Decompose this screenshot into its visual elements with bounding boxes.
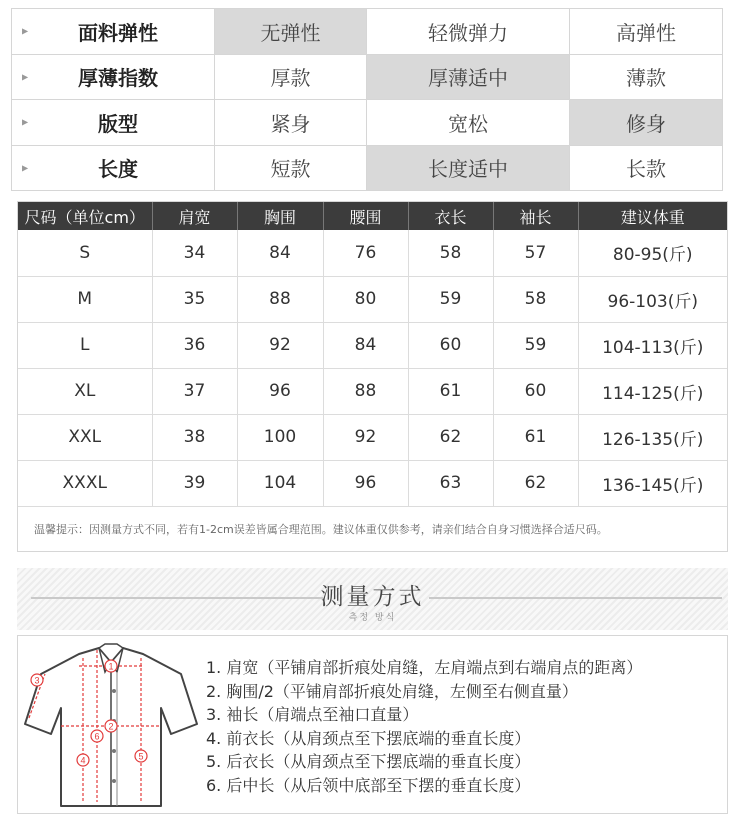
attribute-option: 长款	[570, 145, 723, 191]
attribute-label: 厚薄指数	[78, 66, 158, 91]
attribute-option-selected: 无弹性	[215, 9, 367, 55]
size-value-cell: 62	[493, 460, 578, 506]
marker-3: 3	[34, 675, 40, 686]
size-value-cell: 80-95(斤)	[578, 230, 727, 276]
table-row	[18, 460, 727, 506]
size-value-cell: 62	[408, 414, 493, 460]
size-value-cell: 35	[152, 276, 237, 322]
measure-section-banner	[17, 568, 728, 630]
size-table-header	[18, 202, 727, 230]
attribute-option: 高弹性	[570, 9, 723, 55]
size-value-cell: 88	[323, 368, 408, 414]
attribute-label-cell	[12, 100, 215, 146]
attribute-option: 薄款	[570, 54, 723, 100]
attribute-label: 面料弹性	[78, 20, 158, 45]
size-table	[18, 202, 727, 507]
size-value-cell: 59	[408, 276, 493, 322]
size-chart	[17, 201, 728, 552]
size-value-cell: 84	[323, 322, 408, 368]
marker-6: 6	[94, 731, 100, 742]
size-value-cell: 88	[237, 276, 323, 322]
measure-section-subtitle: 측정 방식	[348, 613, 397, 623]
attribute-row	[12, 145, 723, 191]
table-row	[18, 414, 727, 460]
size-label-cell: M	[18, 276, 152, 322]
list-item: 4. 前衣长（从肩颈点至下摆底端的垂直长度）	[206, 728, 531, 748]
table-row	[18, 368, 727, 414]
attribute-option: 紧身	[215, 100, 367, 146]
size-value-cell: 38	[152, 414, 237, 460]
size-value-cell: 92	[323, 414, 408, 460]
marker-1: 1	[108, 661, 114, 672]
attribute-label: 版型	[98, 111, 138, 136]
attribute-option: 短款	[215, 145, 367, 191]
bullet-arrow-icon: ▶	[22, 117, 29, 127]
list-item: 1. 肩宽（平铺肩部折痕处肩缝，左肩端点到右端肩点的距离）	[206, 658, 643, 677]
attribute-option-selected: 厚薄适中	[367, 54, 570, 100]
size-note: 温馨提示：因测量方式不同，若有1-2cm误差皆属合理范围。建议体重仅供参考，请亲们结合自身习惯选择合适尺码。	[34, 522, 608, 536]
marker-2: 2	[108, 721, 114, 732]
attribute-label-cell	[12, 145, 215, 191]
shirt-icon	[21, 636, 201, 813]
attribute-option-selected: 长度适中	[367, 145, 570, 191]
size-value-cell: 92	[237, 322, 323, 368]
size-value-cell: 39	[152, 460, 237, 506]
size-value-cell: 96	[323, 460, 408, 506]
table-row	[18, 276, 727, 322]
attribute-option-selected: 修身	[570, 100, 723, 146]
size-value-cell: 96	[237, 368, 323, 414]
attribute-option: 轻微弹力	[367, 9, 570, 55]
size-header-cell: 腰围	[323, 202, 408, 230]
size-value-cell: 60	[493, 368, 578, 414]
marker-4: 4	[80, 755, 86, 766]
size-value-cell: 61	[493, 414, 578, 460]
size-header-cell: 肩宽	[152, 202, 237, 230]
size-value-cell: 37	[152, 368, 237, 414]
size-value-cell: 96-103(斤)	[578, 276, 727, 322]
size-value-cell: 57	[493, 230, 578, 276]
size-value-cell: 136-145(斤)	[578, 460, 727, 506]
size-value-cell: 58	[408, 230, 493, 276]
list-item: 3. 袖长（肩端点至袖口直量）	[206, 705, 419, 724]
size-header-cell: 胸围	[237, 202, 323, 230]
size-value-cell: 58	[493, 276, 578, 322]
bullet-arrow-icon: ▶	[22, 72, 29, 82]
attribute-option: 厚款	[215, 54, 367, 100]
attribute-row	[12, 9, 723, 55]
size-value-cell: 100	[237, 414, 323, 460]
size-value-cell: 104-113(斤)	[578, 322, 727, 368]
attribute-label-cell	[12, 9, 215, 55]
list-item: 6. 后中长（从后领中底部至下摆的垂直长度）	[206, 775, 531, 795]
bullet-arrow-icon: ▶	[22, 163, 29, 173]
list-item: 2. 胸围/2（平铺肩部折痕处肩缝，左侧至右侧直量）	[206, 681, 578, 701]
attribute-row	[12, 100, 723, 146]
measurement-panel	[17, 635, 728, 814]
size-label-cell: XL	[18, 368, 152, 414]
size-label-cell: S	[18, 230, 152, 276]
bullet-arrow-icon: ▶	[22, 26, 29, 36]
size-value-cell: 59	[493, 322, 578, 368]
measurement-steps	[206, 656, 726, 797]
size-header-cell: 建议体重	[578, 202, 727, 230]
attribute-option: 宽松	[367, 100, 570, 146]
size-header-cell: 衣长	[408, 202, 493, 230]
size-label-cell: XXXL	[18, 460, 152, 506]
attribute-label-cell	[12, 54, 215, 100]
size-value-cell: 34	[152, 230, 237, 276]
size-value-cell: 63	[408, 460, 493, 506]
marker-5: 5	[138, 751, 144, 762]
size-value-cell: 61	[408, 368, 493, 414]
size-value-cell: 104	[237, 460, 323, 506]
attribute-label: 长度	[98, 157, 138, 182]
size-value-cell: 76	[323, 230, 408, 276]
size-label-cell: L	[18, 322, 152, 368]
size-value-cell: 36	[152, 322, 237, 368]
size-value-cell: 126-135(斤)	[578, 414, 727, 460]
table-row	[18, 322, 727, 368]
size-value-cell: 80	[323, 276, 408, 322]
size-value-cell: 84	[237, 230, 323, 276]
attribute-row	[12, 54, 723, 100]
shirt-diagram	[21, 636, 201, 813]
list-item: 5. 后衣长（从肩颈点至下摆底端的垂直长度）	[206, 752, 531, 771]
size-header-cell: 尺码（单位cm）	[18, 202, 152, 230]
measure-section-title: 测量方式	[320, 584, 425, 610]
table-row	[18, 230, 727, 276]
size-header-cell: 袖长	[493, 202, 578, 230]
fabric-attributes-table	[11, 8, 723, 191]
size-label-cell: XXL	[18, 414, 152, 460]
size-value-cell: 114-125(斤)	[578, 368, 727, 414]
size-value-cell: 60	[408, 322, 493, 368]
